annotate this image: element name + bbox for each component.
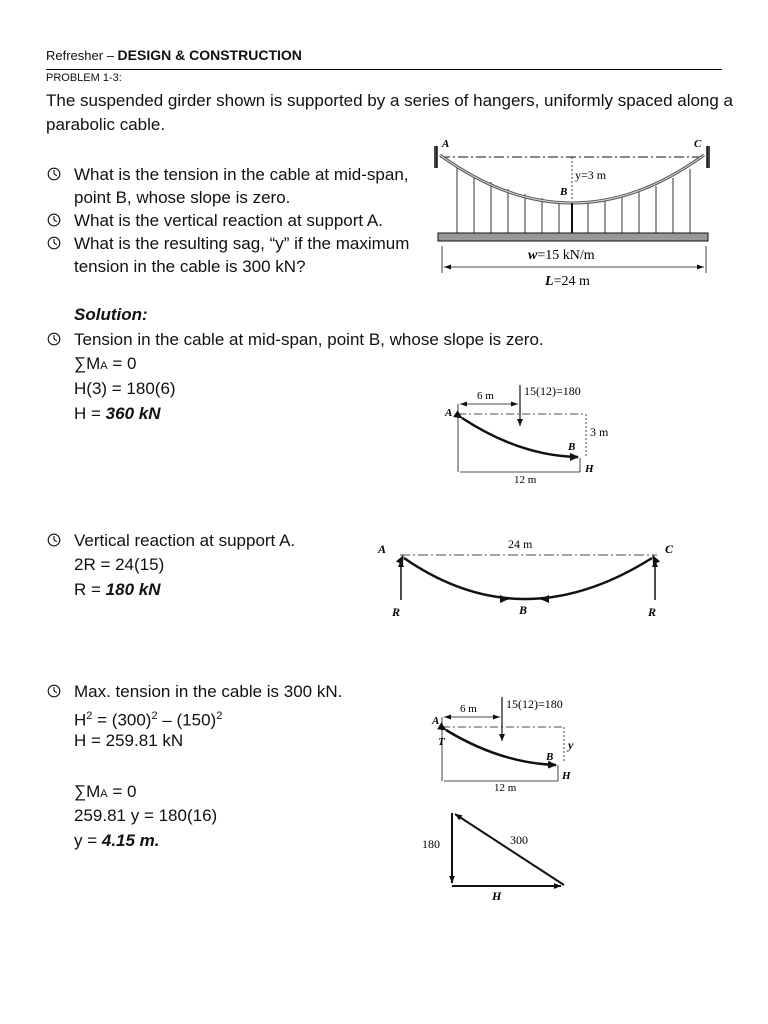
label-a: A: [378, 542, 387, 556]
part3-moment-eq: ∑MA = 0: [74, 782, 137, 801]
cable-curve: [404, 558, 652, 599]
question-1-line-1: What is the tension in the cable at mid-span,: [74, 165, 409, 184]
arrow-a: [402, 556, 403, 558]
problem-number: PROBLEM 1-3:: [46, 72, 122, 84]
label-300: 300: [510, 833, 528, 847]
free-body-diagram-1: [440, 380, 630, 490]
label-h: H: [585, 463, 594, 475]
bullet-clock-icon: [47, 332, 61, 346]
label-h: H: [492, 889, 502, 903]
label-h: H: [562, 770, 571, 782]
hidden-guide: [406, 560, 512, 600]
dim6-label: 6 m: [460, 703, 477, 715]
label-r-right: R: [648, 605, 657, 619]
bullet-clock-icon: [47, 167, 61, 181]
label-r-left: R: [392, 605, 401, 619]
label-y: y: [568, 738, 574, 752]
label-a: A: [432, 715, 440, 727]
problem-statement: The suspended girder shown is supported by a series of hangers, uniformly spaced along a parabolic cable.: [46, 91, 734, 134]
bullet-clock-icon: [47, 213, 61, 227]
label-a: A: [442, 138, 450, 150]
force-triangle: [418, 805, 583, 905]
page-header: [46, 47, 302, 63]
free-body-diagram-2: [428, 693, 598, 798]
part3-h-value: H = 259.81 kN: [74, 731, 184, 750]
question-1-line-2: point B, whose slope is zero.: [74, 188, 291, 207]
resultant-arrow: [455, 814, 564, 885]
load-label: 15(12)=180: [506, 697, 563, 711]
hangers: [457, 166, 690, 233]
part3-equation: 259.81 y = 180(16): [74, 806, 218, 825]
question-3-line-2: tension in the cable is 300 kN?: [74, 257, 306, 276]
label-b: B: [560, 186, 568, 198]
left-support: [434, 146, 437, 168]
header-prefix: Refresher –: [46, 48, 118, 63]
dim24-label: 24 m: [508, 537, 533, 551]
part3-title: Max. tension in the cable is 300 kN.: [74, 682, 343, 701]
right-support: [707, 146, 710, 168]
dim12-label: 12 m: [514, 474, 537, 486]
bullet-clock-icon: [47, 236, 61, 250]
dim6-label: 6 m: [477, 390, 494, 402]
part2-title: Vertical reaction at support A.: [74, 531, 296, 550]
girder-cable-figure: [430, 133, 725, 293]
bullet-clock-icon: [47, 533, 61, 547]
label-b: B: [568, 441, 576, 453]
label-t: T: [438, 736, 445, 748]
label-a: A: [445, 407, 453, 419]
cable-segment: [446, 730, 556, 765]
reaction-diagram: [372, 530, 682, 625]
part1-result: H = 360 kN: [74, 404, 161, 423]
question-3-line-1: What is the resulting sag, “y” if the maximum: [74, 234, 410, 253]
question-3: [74, 232, 409, 278]
dim12-label: 12 m: [494, 782, 517, 794]
sag-label: y=3 m: [575, 168, 607, 182]
part3-result: y = 4.15 m.: [74, 831, 160, 850]
solution-heading: Solution:: [74, 305, 148, 324]
label-b: B: [546, 751, 554, 763]
part1-equation: H(3) = 180(6): [74, 379, 176, 398]
label-c: C: [665, 542, 674, 556]
arrow-c: [653, 556, 654, 558]
part1-title: Tension in the cable at mid-span, point B, whose slope is zero.: [74, 330, 544, 349]
span-label: L=24 m: [545, 274, 590, 289]
label-180: 180: [422, 837, 440, 851]
dim3-label: 3 m: [590, 425, 609, 439]
part2-result: R = 180 kN: [74, 580, 161, 599]
question-1: [74, 163, 409, 209]
label-c: C: [694, 138, 702, 150]
header-rule: [46, 69, 722, 70]
part1-moment-eq: ∑MA = 0: [74, 354, 137, 373]
load-label: w=15 kN/m: [528, 248, 595, 263]
label-b: B: [519, 603, 528, 617]
header-title: DESIGN & CONSTRUCTION: [117, 47, 302, 63]
part3-pythag: $H^2 = (300)^2 - (150)^2$: [74, 710, 223, 730]
girder-deck: [438, 233, 708, 241]
question-2: What is the vertical reaction at support A.: [74, 211, 383, 230]
bullet-clock-icon: [47, 684, 61, 698]
part2-equation: 2R = 24(15): [74, 555, 165, 574]
load-label: 15(12)=180: [524, 384, 581, 398]
